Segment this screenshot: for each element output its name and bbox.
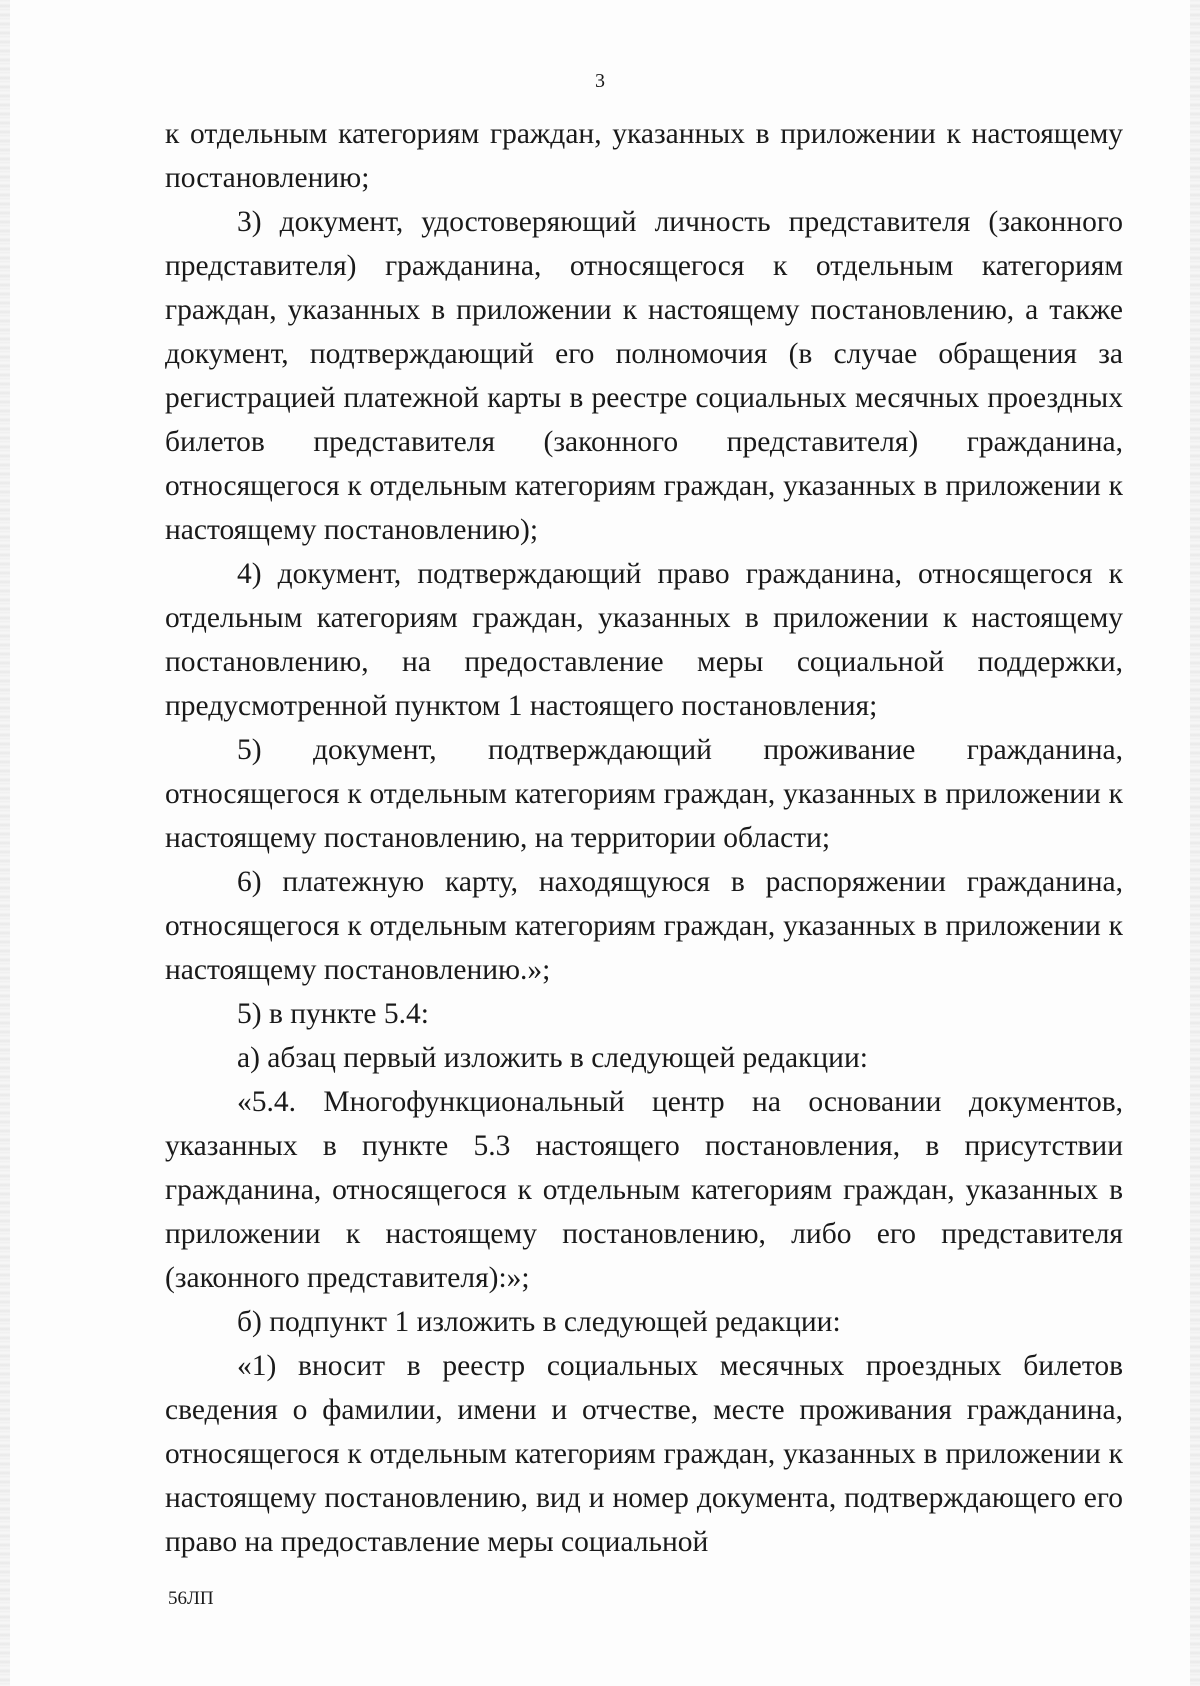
paragraph-continuation: к отдельным категориям граждан, указанных в приложении к настоящему постановлению; bbox=[165, 118, 1123, 194]
paragraph-sub-a: а) абзац первый изложить в следующей редакции: bbox=[237, 1042, 868, 1074]
paragraph-point-5-4: 5) в пункте 5.4: bbox=[237, 998, 429, 1030]
paragraph-item-6: 6) платежную карту, находящуюся в распоряжении гражданина, относящегося к отдельным категориям граждан, указанных в приложении к настоящему постановлению.»; bbox=[165, 866, 1123, 986]
paragraph-sub-b: б) подпункт 1 изложить в следующей редакции: bbox=[237, 1306, 841, 1338]
footer-code: 56ЛП bbox=[168, 1588, 214, 1609]
paragraph-quote-1: «1) вносит в реестр социальных месячных проездных билетов сведения о фамилии, имени и отчестве, месте проживания гражданина, относящегося к отдельным категориям граждан, указанных в приложении к настоящему постановлению, вид и номер документа, подтверждающего его право на предоставление меры социальной bbox=[165, 1350, 1123, 1558]
paragraph-quote-5-4: «5.4. Многофункциональный центр на основании документов, указанных в пункте 5.3 настоящего постановления, в присутствии гражданина, относящегося к отдельным категориям граждан, указанных в приложении к настоящему постановлению, либо его представителя (законного представителя):»; bbox=[165, 1086, 1123, 1294]
paragraph-item-3: 3) документ, удостоверяющий личность представителя (законного представителя) гражданина, относящегося к отдельным категориям граждан, указанных в приложении к настоящему постановлению, а также документ, подтверждающий его полномочия (в случае обращения за регистрацией платежной карты в реестре социальных месячных проездных билетов представителя (законного представителя) гражданина, относящегося к отдельным категориям граждан, указанных в приложении к настоящему постановлению); bbox=[165, 206, 1123, 546]
page-number: 3 bbox=[595, 70, 605, 92]
document-body bbox=[165, 112, 1123, 1564]
scan-edge-left bbox=[0, 0, 10, 1686]
paragraph-item-5: 5) документ, подтверждающий проживание гражданина, относящегося к отдельным категориям граждан, указанных в приложении к настоящему постановлению, на территории области; bbox=[165, 734, 1123, 854]
scan-edge-right bbox=[1190, 0, 1200, 1686]
paragraph-item-4: 4) документ, подтверждающий право гражданина, относящегося к отдельным категориям граждан, указанных в приложении к настоящему постановлению, на предоставление меры социальной поддержки, предусмотренной пунктом 1 настоящего постановления; bbox=[165, 558, 1123, 722]
